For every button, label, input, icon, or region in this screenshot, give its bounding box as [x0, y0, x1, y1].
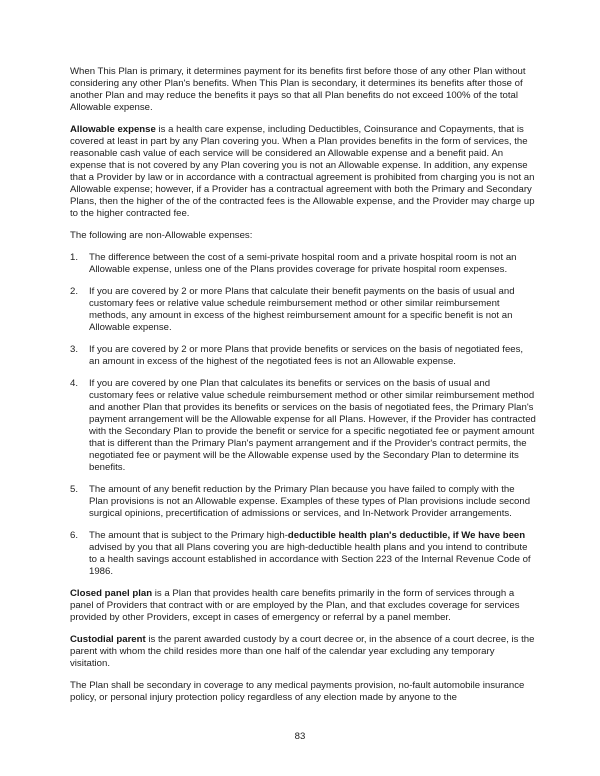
list-item-number: 1.	[70, 252, 79, 263]
list-item-number: 6.	[70, 530, 79, 541]
list-item-number: 2.	[70, 286, 79, 297]
list-item-text: If you are covered by 2 or more Plans that provide benefits or services on the basis of negotiated fees, an amount in excess of the highest of the negotiated fees is not an Allowable expense.	[89, 344, 524, 367]
list-item-text	[89, 530, 536, 578]
non-allowable-expenses-list	[70, 252, 536, 578]
list-item-6-text-post: advised by you that all Plans covering you are high-deductible health plans and you intend to contribute to a health savings account established in accordance with Section 223 of the Internal Revenue Code of 1986.	[89, 542, 531, 577]
list-item-text: The amount of any benefit reduction by the Primary Plan because you have failed to comply with the Plan provisions is not an Allowable expense. Examples of these types of Plan provisions include second surgical opinions, precertification of admissions or services, and In-Network Provider arrangements.	[89, 484, 531, 519]
list-item-5	[70, 484, 536, 520]
paragraph-allowable-expense-text: is a health care expense, including Deductibles, Coinsurance and Copayments, that is covered at least in part by any Plan covering you. When a Plan provides benefits in the form of services, the reasonable cash value of each service will be considered an Allowable expense and a benefit paid. An expense that is not covered by any Plan covering you is not an Allowable expense. In addition, any expense that a Provider by law or in accordance with a contractual agreement is prohibited from charging you is not an Allowable expense; however, if a Provider has a contractual agreement with both the Primary and Secondary Plans, then the higher of the of the contracted fees is the Allowable expense, and the Provider may charge up to the higher contracted fee.	[70, 124, 535, 219]
page-content	[70, 66, 536, 714]
paragraph-custodial-parent-text: is the parent awarded custody by a court decree or, in the absence of a court decree, is the parent with whom the child resides more than one half of the calendar year excluding any temporary visitation.	[70, 634, 535, 669]
page-number: 83	[294, 731, 306, 742]
paragraph-non-allowable-intro: The following are non-Allowable expenses:	[70, 230, 253, 241]
paragraph-custodial-parent	[70, 634, 536, 670]
list-item-3	[70, 344, 536, 368]
paragraph-allowable-expense	[70, 124, 536, 220]
list-item-number: 5.	[70, 484, 79, 495]
list-item-6	[70, 530, 536, 578]
list-item-number: 3.	[70, 344, 79, 355]
list-item-2	[70, 286, 536, 334]
list-item-6-bold-phrase: deductible health plan's deductible, if We have been	[287, 530, 526, 541]
term-closed-panel-plan: Closed panel plan	[70, 588, 153, 599]
list-item-text: The difference between the cost of a semi-private hospital room and a private hospital room is not an Allowable expense, unless one of the Plans provides coverage for private hospital room expenses.	[89, 252, 517, 275]
list-item-text: If you are covered by one Plan that calculates its benefits or services on the basis of usual and customary fees or relative value schedule reimbursement method or other similar reimbursement method and another Plan that provides its benefits or services on the basis of negotiated fees, the Primary Plan's payment arrangement will be the Allowable expense for all Plans. However, if the Provider has contracted with the Secondary Plan to provide the benefit or service for a specific negotiated fee or payment amount that is different than the Primary Plan's payment arrangement and if the Provider's contract permits, the negotiated fee or payment will be the Allowable expense used by the Secondary Plan to determine its benefits.	[89, 378, 536, 473]
list-item-text: If you are covered by 2 or more Plans that calculate their benefit payments on the basis of usual and customary fees or relative value schedule reimbursement method or other similar reimbursement methods, any amount in excess of the highest reimbursement amount for a specific benefit is not an Allowable expense.	[89, 286, 515, 333]
term-allowable-expense: Allowable expense	[70, 124, 156, 135]
list-item-4	[70, 378, 536, 474]
paragraph-closed-panel-plan	[70, 588, 536, 624]
list-item-6-text-pre: The amount that is subject to the Primary high-	[89, 530, 288, 541]
list-item-number: 4.	[70, 378, 79, 389]
paragraph-plan-primary-secondary: When This Plan is primary, it determines payment for its benefits first before those of any other Plan without considering any other Plan's benefits. When This Plan is secondary, it determines its benefits after those of another Plan and may reduce the benefits it pays so that all Plan benefits do not exceed 100% of the total Allowable expense.	[70, 66, 526, 113]
paragraph-secondary-coverage: The Plan shall be secondary in coverage to any medical payments provision, no-fault automobile insurance policy, or personal injury protection policy regardless of any election made by anyone to the	[70, 680, 525, 703]
list-item-1	[70, 252, 536, 276]
paragraph-closed-panel-plan-text: is a Plan that provides health care benefits primarily in the form of services through a panel of Providers that contract with or are employed by the Plan, and that excludes coverage for services provided by other Providers, except in cases of emergency or referral by a panel member.	[70, 588, 520, 623]
term-custodial-parent: Custodial parent	[70, 634, 146, 645]
